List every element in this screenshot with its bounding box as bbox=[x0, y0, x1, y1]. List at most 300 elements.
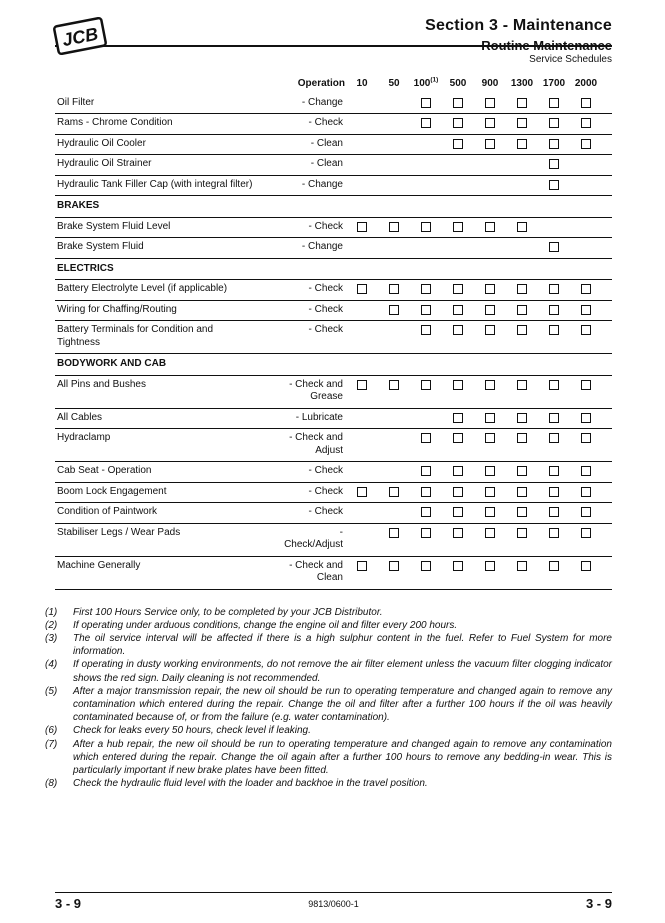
checkbox-cell bbox=[474, 506, 506, 517]
service-checkbox bbox=[549, 139, 559, 149]
checkbox-cell bbox=[442, 486, 474, 497]
footnote-number: (8) bbox=[45, 778, 58, 790]
checkbox-cell bbox=[538, 304, 570, 315]
checkbox-cell bbox=[410, 560, 442, 571]
service-checkbox bbox=[485, 561, 495, 571]
service-checkbox bbox=[421, 487, 431, 497]
table-row bbox=[55, 483, 612, 504]
checkbox-cell bbox=[442, 221, 474, 232]
checkbox-cell bbox=[570, 506, 602, 517]
checkbox-cell bbox=[538, 527, 570, 538]
checkbox-cell bbox=[506, 560, 538, 571]
checkbox-cell bbox=[346, 221, 378, 232]
document-number: 9813/0600-1 bbox=[308, 899, 359, 909]
service-checkbox bbox=[581, 487, 591, 497]
service-checkbox bbox=[549, 325, 559, 335]
footnote-number: (5) bbox=[45, 685, 58, 697]
jcb-logo bbox=[50, 13, 110, 59]
service-checkbox bbox=[453, 433, 463, 443]
checkbox-cell bbox=[570, 465, 602, 476]
checkbox-cell bbox=[346, 283, 378, 294]
service-checkbox bbox=[517, 466, 527, 476]
service-checkbox bbox=[453, 139, 463, 149]
item-name: Rams - Chrome Condition bbox=[57, 117, 173, 128]
service-checkbox bbox=[453, 118, 463, 128]
service-checkbox bbox=[517, 528, 527, 538]
service-checkbox bbox=[485, 325, 495, 335]
service-checkbox bbox=[453, 284, 463, 294]
page-footer bbox=[55, 896, 612, 911]
hour-column-header: 500 bbox=[449, 78, 467, 89]
checkbox-cell bbox=[410, 379, 442, 390]
service-checkbox bbox=[453, 222, 463, 232]
footer-rule bbox=[55, 892, 612, 893]
service-checkbox bbox=[485, 284, 495, 294]
service-checkbox bbox=[549, 118, 559, 128]
item-name: Hydraulic Tank Filler Cap (with integral filter) bbox=[57, 178, 253, 190]
checkbox-cell bbox=[506, 117, 538, 128]
table-row bbox=[55, 462, 612, 483]
page-number-right: 3 - 9 bbox=[585, 896, 612, 911]
checkbox-cell bbox=[442, 138, 474, 149]
operation-cell: - Change bbox=[301, 241, 343, 252]
hour-column-header: 50 bbox=[388, 78, 400, 89]
service-checkbox bbox=[485, 487, 495, 497]
item-name: Cab Seat - Operation bbox=[57, 465, 152, 476]
checkbox-cell bbox=[538, 117, 570, 128]
service-checkbox bbox=[389, 380, 399, 390]
checkbox-cell bbox=[346, 379, 378, 390]
service-checkbox bbox=[581, 561, 591, 571]
operation-cell: - Clean bbox=[310, 137, 343, 149]
service-checkbox bbox=[581, 284, 591, 294]
page-title: Section 3 - Maintenance bbox=[425, 17, 612, 34]
checkbox-cell bbox=[506, 412, 538, 423]
footnote-text: First 100 Hours Service only, to be completed by your JCB Distributor. bbox=[73, 606, 383, 618]
footnote-number: (1) bbox=[45, 606, 58, 618]
service-checkbox bbox=[421, 466, 431, 476]
checkbox-cell bbox=[538, 324, 570, 335]
service-checkbox bbox=[389, 222, 399, 232]
checkbox-cell bbox=[474, 324, 506, 335]
service-checkbox bbox=[517, 413, 527, 423]
hour-column-header: 1700 bbox=[542, 78, 566, 89]
checkbox-cell bbox=[538, 465, 570, 476]
footnote-item bbox=[45, 658, 612, 684]
service-checkbox bbox=[581, 98, 591, 108]
service-checkbox bbox=[517, 433, 527, 443]
service-checkbox bbox=[357, 487, 367, 497]
service-checkbox bbox=[517, 222, 527, 232]
item-name: Condition of Paintwork bbox=[57, 506, 158, 517]
service-checkbox bbox=[549, 528, 559, 538]
checkbox-cell bbox=[506, 432, 538, 443]
service-checkbox bbox=[453, 305, 463, 315]
item-name: Stabiliser Legs / Wear Pads bbox=[57, 526, 181, 538]
table-row bbox=[55, 321, 612, 354]
service-checkbox bbox=[485, 222, 495, 232]
service-checkbox bbox=[453, 466, 463, 476]
checkbox-cell bbox=[570, 283, 602, 294]
service-checkbox bbox=[357, 222, 367, 232]
checkbox-cell bbox=[474, 379, 506, 390]
checkbox-cell bbox=[442, 97, 474, 108]
service-checkbox bbox=[421, 325, 431, 335]
operation-cell: - Check bbox=[308, 465, 343, 476]
checkbox-cell bbox=[570, 379, 602, 390]
service-checkbox bbox=[581, 118, 591, 128]
section-header-row bbox=[55, 259, 612, 281]
checkbox-cell bbox=[474, 527, 506, 538]
item-name: Battery Terminals for Condition and Tightness bbox=[57, 324, 214, 348]
service-checkbox bbox=[549, 466, 559, 476]
item-name: Hydraclamp bbox=[57, 432, 111, 443]
checkbox-cell bbox=[538, 379, 570, 390]
item-name: Brake System Fluid Level bbox=[57, 220, 171, 232]
item-name: Hydraulic Oil Strainer bbox=[57, 158, 152, 169]
footnote-item bbox=[45, 724, 612, 737]
checkbox-cell bbox=[442, 506, 474, 517]
service-checkbox bbox=[581, 466, 591, 476]
operation-cell: - Check and Grease bbox=[289, 378, 343, 402]
checkbox-cell bbox=[538, 138, 570, 149]
checkbox-cell bbox=[410, 97, 442, 108]
checkbox-cell bbox=[506, 138, 538, 149]
service-checkbox bbox=[549, 98, 559, 108]
operation-column-header: Operation bbox=[297, 78, 345, 89]
page-subtitle: Routine Maintenance bbox=[481, 38, 612, 53]
service-checkbox bbox=[421, 284, 431, 294]
footnote-number: (3) bbox=[45, 632, 58, 644]
footnote-text: The oil service interval will be affected if there is a high sulphur content in the fuel. Refer to Fuel System for more information. bbox=[73, 632, 612, 658]
service-checkbox bbox=[421, 222, 431, 232]
service-checkbox bbox=[549, 242, 559, 252]
checkbox-cell bbox=[474, 412, 506, 423]
checkbox-cell bbox=[570, 486, 602, 497]
page-header bbox=[0, 0, 665, 53]
table-row bbox=[55, 557, 612, 590]
section-header-row bbox=[55, 196, 612, 218]
service-checkbox bbox=[549, 433, 559, 443]
checkbox-cell bbox=[506, 304, 538, 315]
service-checkbox bbox=[485, 466, 495, 476]
section-header-label: ELECTRICS bbox=[57, 262, 114, 274]
checkbox-cell bbox=[474, 221, 506, 232]
operation-cell: - Check bbox=[308, 303, 343, 315]
checkbox-cell bbox=[378, 527, 410, 538]
operation-cell: - Check and Clean bbox=[289, 559, 343, 583]
service-checkbox bbox=[581, 325, 591, 335]
footnote-number: (4) bbox=[45, 659, 58, 671]
checkbox-cell bbox=[410, 221, 442, 232]
checkbox-cell bbox=[442, 117, 474, 128]
service-checkbox bbox=[389, 487, 399, 497]
item-name: All Cables bbox=[57, 411, 103, 423]
service-checkbox bbox=[549, 305, 559, 315]
checkbox-cell bbox=[378, 221, 410, 232]
table-row bbox=[55, 280, 612, 301]
checkbox-cell bbox=[538, 283, 570, 294]
footnote-number: (6) bbox=[45, 725, 58, 737]
service-checkbox bbox=[357, 561, 367, 571]
checkbox-cell bbox=[506, 324, 538, 335]
service-checkbox bbox=[517, 305, 527, 315]
service-checkbox bbox=[485, 413, 495, 423]
checkbox-cell bbox=[442, 432, 474, 443]
page-number-left: 3 - 9 bbox=[55, 896, 82, 911]
service-checkbox bbox=[549, 159, 559, 169]
checkbox-cell bbox=[506, 221, 538, 232]
operation-cell: - Clean bbox=[310, 158, 343, 169]
footnote-text: Check for leaks every 50 hours, check level if leaking. bbox=[73, 725, 311, 737]
table-header-row bbox=[55, 78, 612, 94]
item-name: Boom Lock Engagement bbox=[57, 485, 167, 497]
checkbox-cell bbox=[410, 486, 442, 497]
checkbox-cell bbox=[378, 379, 410, 390]
footnote-item bbox=[45, 632, 612, 658]
service-checkbox bbox=[549, 380, 559, 390]
service-checkbox bbox=[485, 305, 495, 315]
schedule-table-rows bbox=[55, 94, 612, 590]
service-checkbox bbox=[485, 433, 495, 443]
jcb-logo-text: JCB bbox=[60, 23, 100, 51]
checkbox-cell bbox=[538, 158, 570, 169]
checkbox-cell bbox=[410, 527, 442, 538]
checkbox-cell bbox=[474, 465, 506, 476]
service-checkbox bbox=[581, 139, 591, 149]
operation-cell: - Lubricate bbox=[295, 411, 343, 423]
operation-cell: - Check bbox=[308, 324, 343, 335]
service-checkbox bbox=[421, 528, 431, 538]
table-row bbox=[55, 114, 612, 135]
checkbox-cell bbox=[442, 465, 474, 476]
service-checkbox bbox=[357, 380, 367, 390]
table-row bbox=[55, 301, 612, 322]
section-header-label: BODYWORK AND CAB bbox=[57, 358, 167, 369]
table-row bbox=[55, 376, 612, 409]
service-checkbox bbox=[453, 413, 463, 423]
service-checkbox bbox=[517, 325, 527, 335]
checkbox-cell bbox=[538, 179, 570, 190]
checkbox-cell bbox=[538, 432, 570, 443]
service-checkbox bbox=[485, 118, 495, 128]
operation-cell: - Change bbox=[301, 96, 343, 108]
footnote-text: If operating under arduous conditions, change the engine oil and filter every 200 hours. bbox=[73, 619, 458, 631]
checkbox-cell bbox=[474, 486, 506, 497]
service-checkbox bbox=[517, 561, 527, 571]
checkbox-cell bbox=[378, 486, 410, 497]
item-name: Battery Electrolyte Level (if applicable) bbox=[57, 283, 228, 294]
checkbox-cell bbox=[442, 527, 474, 538]
footnote-item bbox=[45, 738, 612, 778]
item-name: Oil Filter bbox=[57, 96, 95, 108]
checkbox-cell bbox=[442, 379, 474, 390]
checkbox-cell bbox=[570, 560, 602, 571]
section-header-row bbox=[55, 354, 612, 376]
service-checkbox bbox=[581, 380, 591, 390]
checkbox-cell bbox=[378, 304, 410, 315]
service-checkbox bbox=[389, 284, 399, 294]
service-checkbox bbox=[421, 507, 431, 517]
checkbox-cell bbox=[442, 412, 474, 423]
checkbox-cell bbox=[538, 97, 570, 108]
service-checkbox bbox=[549, 487, 559, 497]
service-checkbox bbox=[517, 507, 527, 517]
checkbox-cell bbox=[410, 465, 442, 476]
item-name: Brake System Fluid bbox=[57, 241, 144, 252]
hour-column-header: 100$^{(1)}$ bbox=[413, 76, 439, 89]
service-checkbox bbox=[485, 139, 495, 149]
checkbox-cell bbox=[474, 117, 506, 128]
service-checkbox bbox=[581, 528, 591, 538]
item-name: Wiring for Chaffing/Routing bbox=[57, 303, 177, 315]
checkbox-cell bbox=[570, 97, 602, 108]
service-schedule-table bbox=[55, 78, 612, 590]
footnote-text: Check the hydraulic fluid level with the loader and backhoe in the travel position. bbox=[73, 778, 428, 790]
checkbox-cell bbox=[538, 560, 570, 571]
checkbox-cell bbox=[474, 283, 506, 294]
checkbox-cell bbox=[442, 283, 474, 294]
operation-cell: - Check and Adjust bbox=[289, 432, 343, 456]
service-checkbox bbox=[357, 284, 367, 294]
checkbox-cell bbox=[538, 241, 570, 252]
service-checkbox bbox=[517, 139, 527, 149]
table-row bbox=[55, 524, 612, 557]
operation-cell: - Check bbox=[308, 485, 343, 497]
header-titles bbox=[425, 13, 612, 53]
checkbox-cell bbox=[506, 97, 538, 108]
footnote-number: (7) bbox=[45, 738, 58, 750]
checkbox-cell bbox=[570, 138, 602, 149]
service-checkbox bbox=[517, 118, 527, 128]
item-name: Hydraulic Oil Cooler bbox=[57, 137, 146, 149]
item-name: All Pins and Bushes bbox=[57, 378, 146, 390]
checkbox-cell bbox=[506, 465, 538, 476]
service-checkbox bbox=[581, 413, 591, 423]
hour-column-header: 900 bbox=[481, 78, 499, 89]
service-checkbox bbox=[421, 561, 431, 571]
table-row bbox=[55, 238, 612, 259]
checkbox-cell bbox=[538, 412, 570, 423]
footnote-item bbox=[45, 619, 612, 632]
service-checkbox bbox=[421, 380, 431, 390]
checkbox-cell bbox=[442, 324, 474, 335]
service-checkbox bbox=[453, 487, 463, 497]
table-row bbox=[55, 94, 612, 115]
service-checkbox bbox=[421, 305, 431, 315]
checkbox-cell bbox=[410, 117, 442, 128]
checkbox-cell bbox=[506, 527, 538, 538]
checkbox-cell bbox=[410, 324, 442, 335]
table-row bbox=[55, 218, 612, 239]
checkbox-cell bbox=[346, 560, 378, 571]
footnote-text: After a hub repair, the new oil should be run to operating temperature and changed again to remove any contamination which entered during the repair. Change the oil again after a further 100 hours to remove any bedding-in wear. This is particularly important if new brake plates have been fitted. bbox=[73, 738, 612, 776]
hour-column-header: 2000 bbox=[574, 78, 598, 89]
checkbox-cell bbox=[570, 304, 602, 315]
service-checkbox bbox=[581, 305, 591, 315]
checkbox-cell bbox=[474, 138, 506, 149]
service-checkbox bbox=[453, 380, 463, 390]
footnote-text: If operating in dusty working environments, do not remove the air filter element unless the vacuum filter clogging indicator shows the red sign. Daily cleaning is not recommended. bbox=[73, 659, 612, 684]
operation-cell: - Check bbox=[308, 506, 343, 517]
service-checkbox bbox=[549, 180, 559, 190]
service-checkbox bbox=[581, 433, 591, 443]
operation-cell: - Check bbox=[308, 117, 343, 128]
checkbox-cell bbox=[410, 283, 442, 294]
service-checkbox bbox=[517, 487, 527, 497]
table-row bbox=[55, 429, 612, 462]
table-row bbox=[55, 155, 612, 176]
footnotes-list bbox=[45, 606, 612, 791]
checkbox-cell bbox=[506, 379, 538, 390]
service-checkbox bbox=[549, 561, 559, 571]
footnote-item bbox=[45, 777, 612, 790]
hour-column-header: 1300 bbox=[510, 78, 534, 89]
checkbox-cell bbox=[506, 506, 538, 517]
service-checkbox bbox=[485, 98, 495, 108]
service-checkbox bbox=[549, 284, 559, 294]
service-checkbox bbox=[453, 98, 463, 108]
service-schedules-label: Service Schedules bbox=[529, 54, 612, 65]
service-checkbox bbox=[517, 284, 527, 294]
checkbox-cell bbox=[474, 304, 506, 315]
checkbox-cell bbox=[410, 506, 442, 517]
checkbox-cell bbox=[506, 283, 538, 294]
service-checkbox bbox=[581, 507, 591, 517]
service-checkbox bbox=[517, 380, 527, 390]
checkbox-cell bbox=[474, 97, 506, 108]
checkbox-cell bbox=[474, 432, 506, 443]
table-row bbox=[55, 503, 612, 524]
service-checkbox bbox=[517, 98, 527, 108]
item-name: Machine Generally bbox=[57, 559, 141, 571]
operation-cell: - Check bbox=[308, 220, 343, 232]
operation-cell: - Check bbox=[308, 283, 343, 294]
service-checkbox bbox=[549, 413, 559, 423]
checkbox-cell bbox=[570, 432, 602, 443]
table-row bbox=[55, 135, 612, 156]
operation-cell: - Check/Adjust bbox=[284, 526, 343, 550]
table-row bbox=[55, 409, 612, 430]
checkbox-cell bbox=[570, 117, 602, 128]
service-checkbox bbox=[485, 380, 495, 390]
service-checkbox bbox=[485, 507, 495, 517]
checkbox-cell bbox=[378, 560, 410, 571]
service-checkbox bbox=[453, 561, 463, 571]
footnote-text: After a major transmission repair, the new oil should be run to operating temperature and changed again to remove any contamination which entered during the repair. Change the oil and filter after a further 100 hours if the oil was heavily contaminated because of, or from the failure (e.g. water contamination). bbox=[73, 685, 612, 724]
checkbox-cell bbox=[410, 304, 442, 315]
checkbox-cell bbox=[570, 412, 602, 423]
footnote-item bbox=[45, 606, 612, 619]
service-checkbox bbox=[453, 507, 463, 517]
checkbox-cell bbox=[538, 506, 570, 517]
checkbox-cell bbox=[378, 283, 410, 294]
footnote-item bbox=[45, 685, 612, 725]
checkbox-cell bbox=[570, 527, 602, 538]
checkbox-cell bbox=[442, 304, 474, 315]
service-checkbox bbox=[421, 433, 431, 443]
service-checkbox bbox=[389, 528, 399, 538]
service-checkbox bbox=[421, 98, 431, 108]
service-checkbox bbox=[453, 528, 463, 538]
section-header-label: BRAKES bbox=[57, 200, 100, 211]
checkbox-cell bbox=[474, 560, 506, 571]
checkbox-cell bbox=[570, 324, 602, 335]
table-row bbox=[55, 176, 612, 197]
hour-column-header: 10 bbox=[356, 78, 368, 89]
checkbox-cell bbox=[506, 486, 538, 497]
service-checkbox bbox=[485, 528, 495, 538]
